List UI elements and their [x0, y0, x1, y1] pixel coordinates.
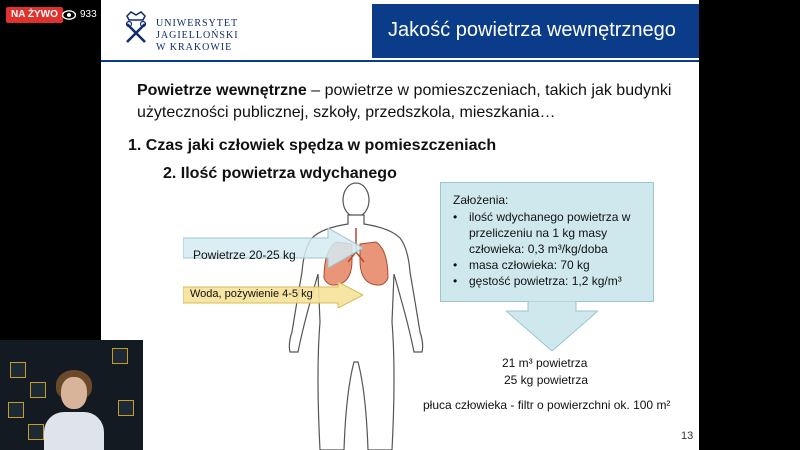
point-1: 1. Czas jaki człowiek spędza w pomieszczeniach [128, 137, 497, 154]
assumptions-box [440, 182, 654, 302]
down-arrow [506, 301, 598, 351]
human-body-figure [276, 182, 436, 450]
crest-icon [123, 10, 149, 46]
assumption-item: • ilość wdychanego powietrza w przeliczeniu na 1 kg masy człowieka: 0,3 m³/kg/doba [453, 209, 653, 257]
presenter-webcam [0, 340, 143, 450]
presentation-slide [101, 0, 699, 450]
intro-definition: – powietrze w pomieszczeniach, takich jak budynki użyteczności publicznej, szkoły, przedszkola, mieszkania… [137, 82, 672, 121]
result-volume: 21 m³ powietrza [502, 356, 588, 370]
assumption-item: • masa człowieka: 70 kg [453, 257, 653, 273]
background-tile [30, 382, 46, 398]
background-tile [8, 402, 24, 418]
logo-line-2: W KRAKOWIE [156, 42, 233, 53]
slide-header [101, 0, 699, 60]
live-badge: NA ŻYWO [6, 7, 63, 23]
header-divider [101, 60, 699, 62]
background-tile [10, 362, 26, 378]
assumptions-title: Założenia: [453, 193, 509, 207]
food-intake-label: Woda, pożywienie 4-5 kg [190, 288, 313, 300]
presenter-torso [44, 412, 104, 450]
logo-line-1: UNIWERSYTET JAGIELLOŃSKI [156, 18, 239, 41]
eye-icon [62, 10, 76, 20]
title-bar [372, 4, 699, 58]
lungs-note: płuca człowieka - filtr o powierzchni ok. 100 m² [423, 398, 671, 412]
background-tile [118, 400, 134, 416]
point-2: 2. Ilość powietrza wdychanego [163, 165, 397, 182]
slide-title: Jakość powietrza wewnętrznego [388, 19, 676, 41]
viewer-count-value: 933 [80, 9, 97, 20]
background-tile [28, 424, 44, 440]
presenter-face [61, 377, 87, 409]
intro-paragraph [137, 80, 697, 124]
viewer-count [62, 7, 97, 23]
background-tile [112, 348, 128, 364]
air-intake-label: Powietrze 20-25 kg [193, 248, 296, 262]
slide-page-number: 13 [681, 430, 694, 442]
assumptions-list [453, 209, 653, 289]
assumption-item: • gęstość powietrza: 1,2 kg/m³ [453, 273, 653, 289]
university-logo [123, 10, 303, 53]
result-mass: 25 kg powietrza [504, 373, 589, 387]
intro-term: Powietrze wewnętrzne [137, 82, 307, 99]
